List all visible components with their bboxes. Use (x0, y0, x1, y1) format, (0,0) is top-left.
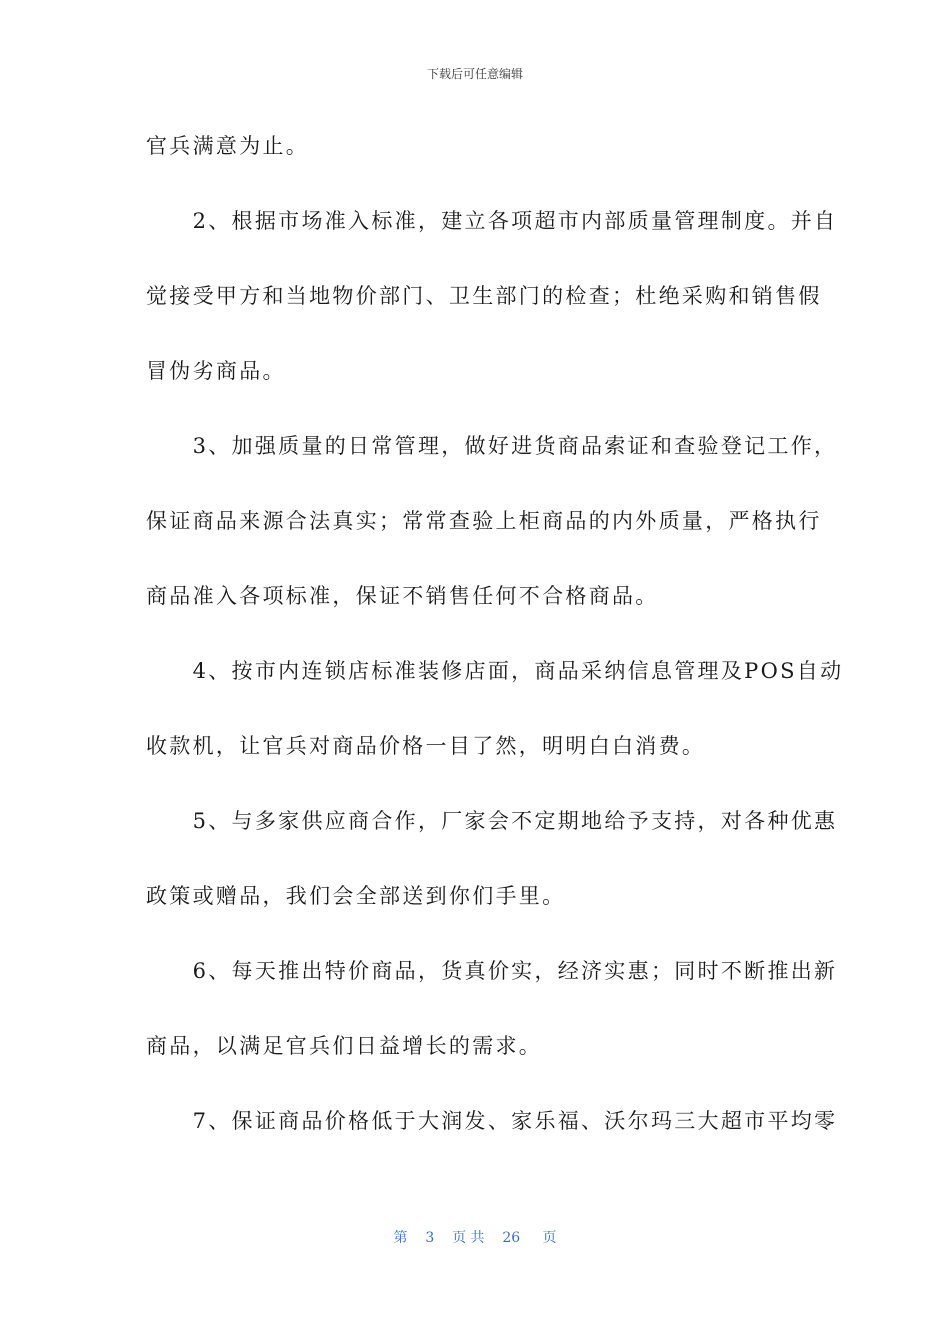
text-line: 商品，以满足官兵们日益增长的需求。 (146, 1034, 543, 1058)
text-line: 3、加强质量的日常管理，做好进货商品索证和查验登记工作， (146, 434, 838, 458)
total-pages: 26 (502, 1230, 521, 1246)
page-header: 下载后可任意编辑 (426, 67, 523, 81)
text-line: 官兵满意为止。 (146, 134, 310, 158)
footer-middle: 页 共 (452, 1230, 485, 1246)
footer-suffix: 页 (542, 1230, 557, 1246)
text-line: 5、与多家供应商合作，厂家会不定期地给予支持，对各种优惠 (146, 809, 838, 833)
text-line: 4、按市内连锁店标准装修店面，商品采纳信息管理及POS自动 (146, 659, 844, 683)
document-body (146, 122, 844, 1172)
text-line: 收款机，让官兵对商品价格一目了然，明明白白消费。 (146, 734, 706, 758)
current-page-number: 3 (425, 1230, 435, 1246)
text-line: 冒伪劣商品。 (146, 359, 286, 383)
text-line: 觉接受甲方和当地物价部门、卫生部门的检查；杜绝采购和销售假 (146, 284, 822, 308)
footer-prefix: 第 (393, 1230, 408, 1246)
text-line: 7、保证商品价格低于大润发、家乐福、沃尔玛三大超市平均零 (146, 1109, 838, 1133)
text-line: 商品准入各项标准，保证不销售任何不合格商品。 (146, 584, 659, 608)
text-line: 保证商品来源合法真实；常常查验上柜商品的内外质量，严格执行 (146, 509, 822, 533)
text-line: 政策或赠品，我们会全部送到你们手里。 (146, 884, 566, 908)
page-footer (0, 1228, 950, 1248)
text-line: 6、每天推出特价商品，货真价实，经济实惠；同时不断推出新 (146, 959, 838, 983)
text-line: 2、根据市场准入标准，建立各项超市内部质量管理制度。并自 (146, 209, 838, 233)
